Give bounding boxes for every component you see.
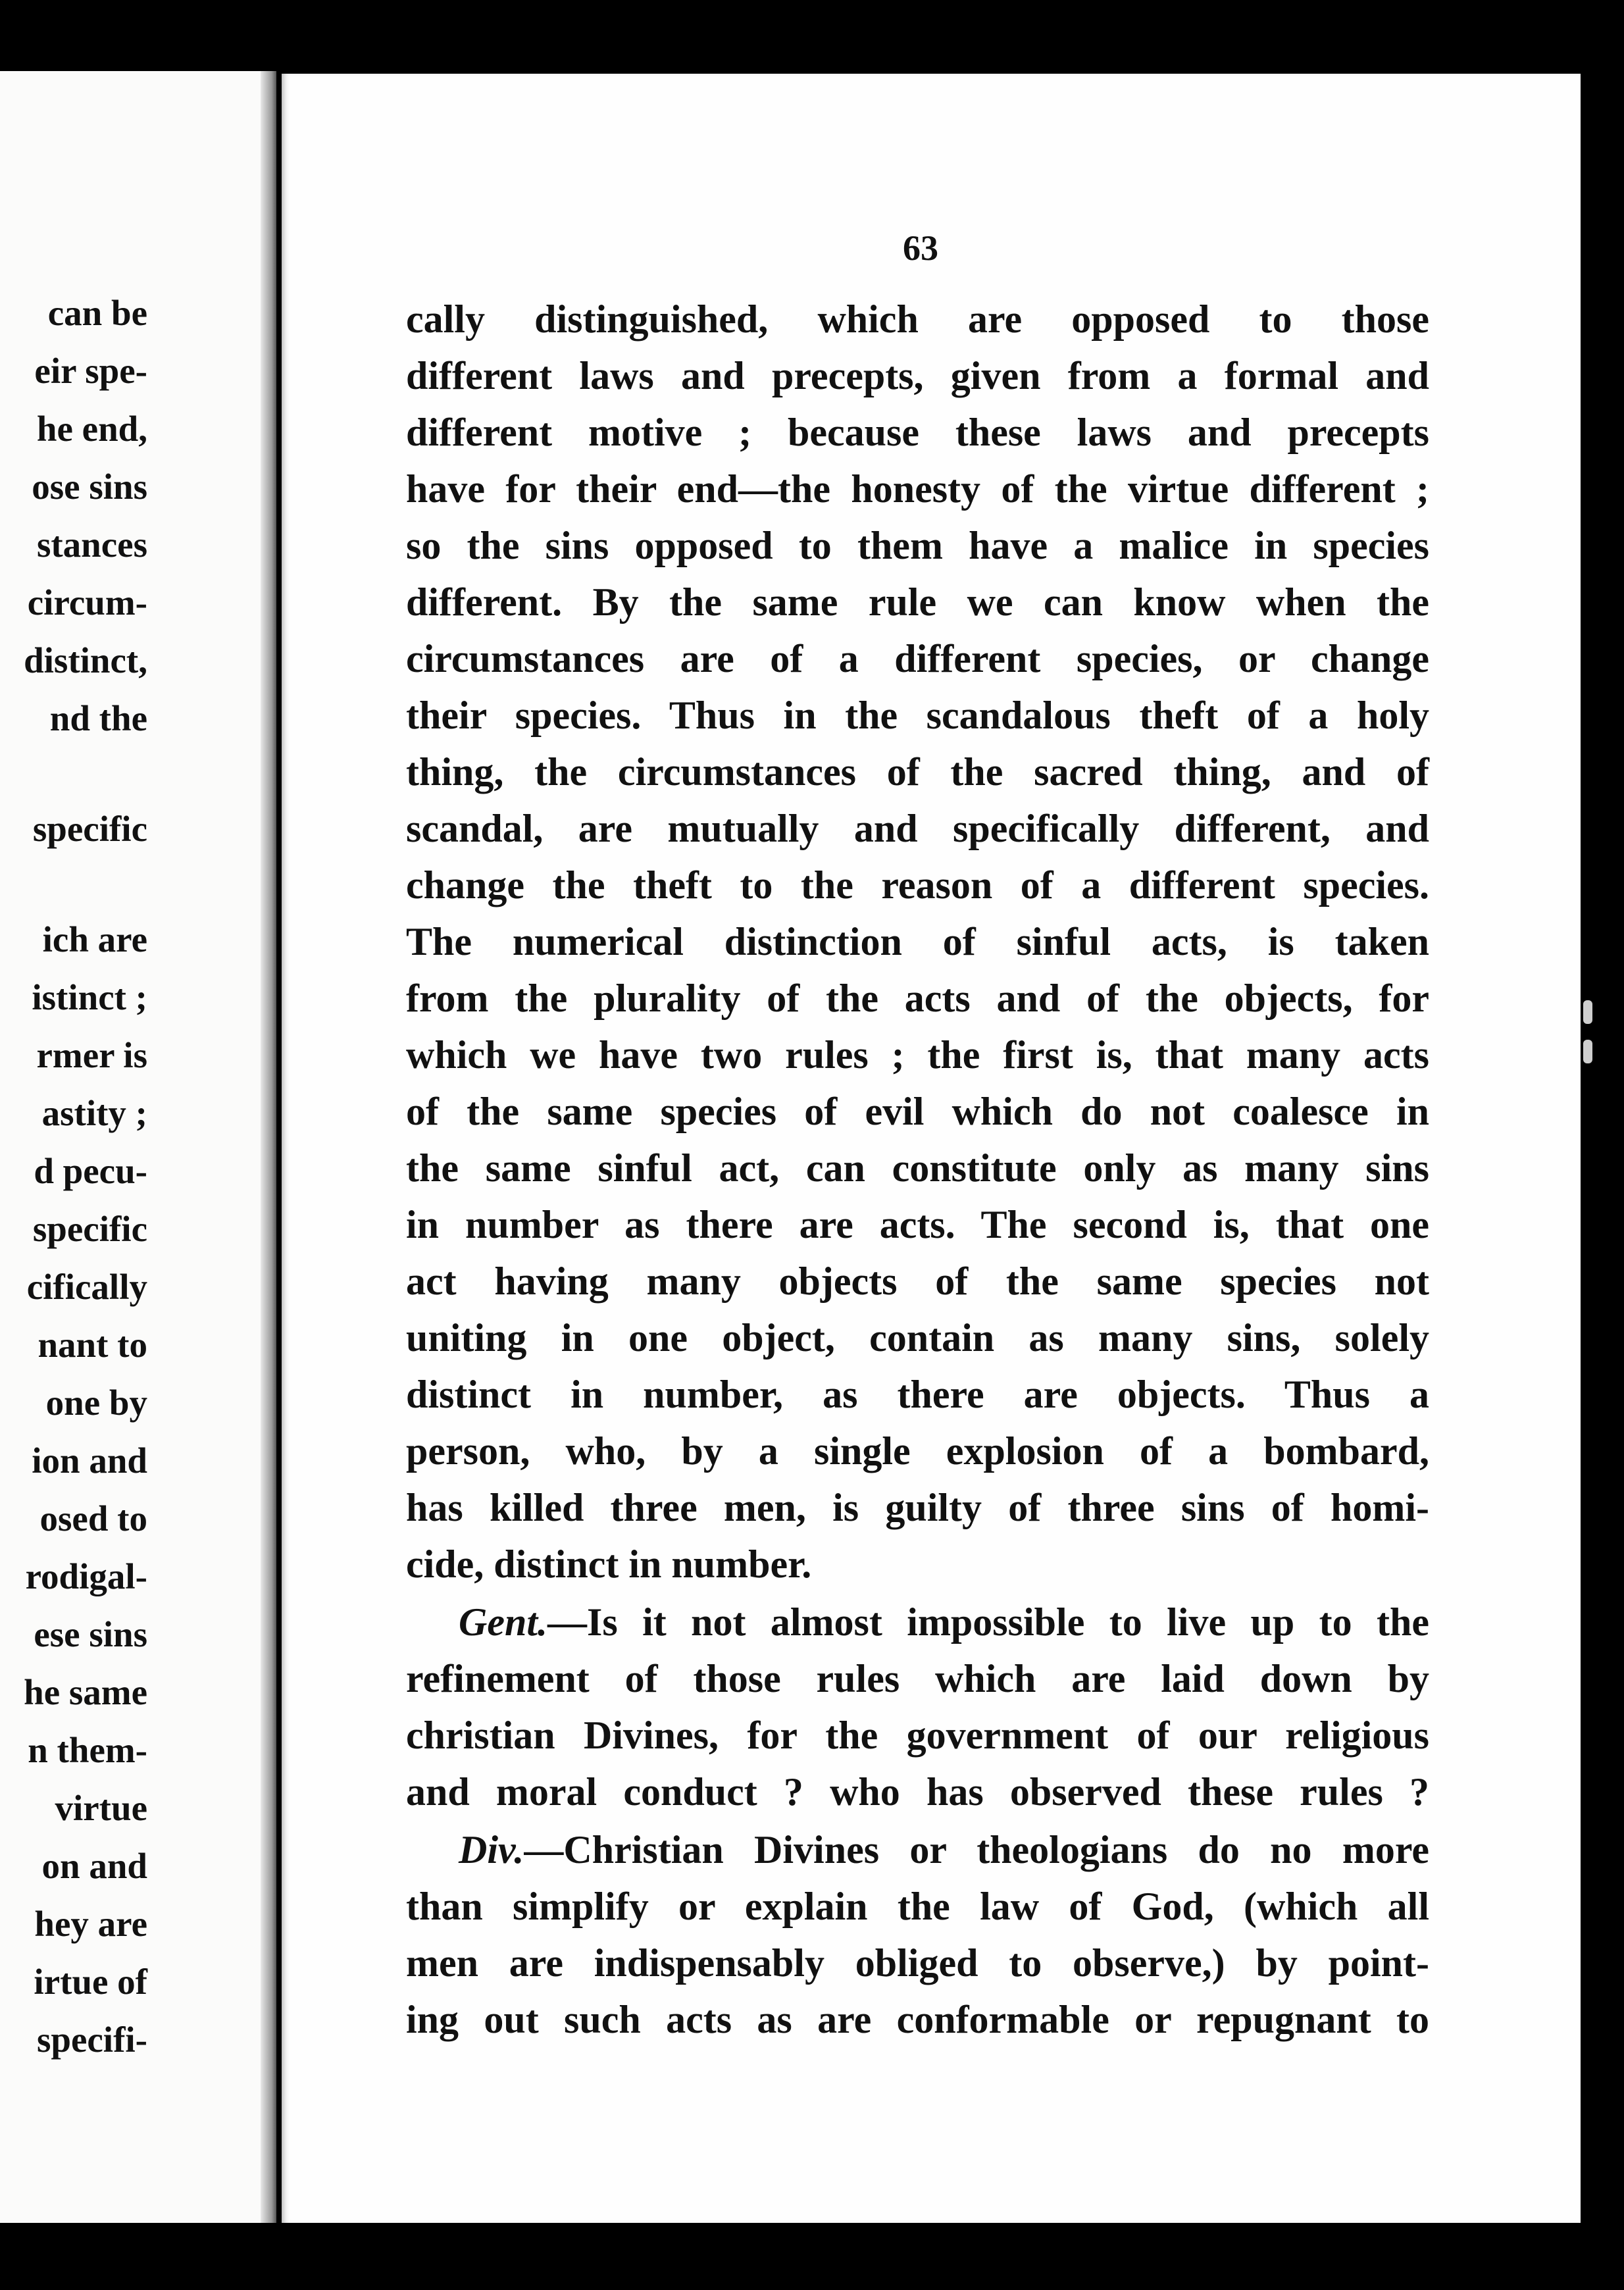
text-line: circumstances are of a different species, or change [406, 637, 1429, 680]
speaker-gent: Gent. [459, 1600, 547, 1644]
previous-page-line: eir spe- [34, 351, 147, 391]
previous-page-text [0, 71, 147, 2223]
page-edge-mark [1583, 1000, 1592, 1024]
book-gutter-shadow [261, 71, 276, 2223]
text-line: different laws and precepts, given from a formal and [406, 354, 1429, 397]
previous-page-line: hey are [34, 1904, 147, 1944]
text-line: cally distinguished, which are opposed to those [406, 297, 1429, 341]
gent-question-text: —Is it not almost impossible to live up to the [547, 1600, 1429, 1644]
text-line: refinement of those rules which are laid down by [406, 1657, 1429, 1700]
text-line: the same sinful act, can constitute only as many sins [406, 1146, 1429, 1190]
text-line: different motive ; because these laws and precepts [406, 411, 1429, 454]
text-line: scandal, are mutually and specifically different, and [406, 807, 1429, 850]
text-line: so the sins opposed to them have a malice in species [406, 524, 1429, 567]
previous-page-line: ose sins [32, 467, 147, 507]
previous-page-line: ion and [32, 1440, 147, 1481]
previous-page-line: nd the [49, 698, 147, 738]
text-line: The numerical distinction of sinful acts, is taken [406, 920, 1429, 963]
previous-page-line: on and [41, 1846, 147, 1886]
previous-page-line: can be [47, 293, 147, 333]
speaker-div: Div. [459, 1828, 524, 1871]
text-line: christian Divines, for the government of our religious [406, 1714, 1429, 1757]
previous-page-line: distinct, [24, 640, 147, 680]
text-line: thing, the circumstances of the sacred thing, and of [406, 750, 1429, 794]
previous-page-line: ese sins [34, 1614, 147, 1654]
text-line: have for their end—the honesty of the virtue different ; [406, 467, 1429, 511]
text-line: from the plurality of the acts and of the objects, for [406, 977, 1429, 1020]
previous-page-line: specific [32, 809, 147, 849]
previous-page-line: astity ; [41, 1093, 147, 1133]
previous-page-line: rodigal- [25, 1556, 147, 1596]
previous-page-line: rmer is [36, 1035, 147, 1075]
previous-page-fragment [0, 71, 276, 2223]
text-line: men are indispensably obliged to observe,) by point- [406, 1941, 1429, 1985]
text-line: cide, distinct in number. [406, 1542, 812, 1586]
previous-page-line: circum- [27, 582, 147, 623]
text-line: act having many objects of the same species not [406, 1260, 1429, 1303]
page-number: 63 [903, 228, 938, 268]
text-line: ing out such acts as are conformable or repugnant to [406, 1998, 1429, 2041]
previous-page-line: irtue of [34, 1962, 147, 2002]
text-line: uniting in one object, contain as many sins, solely [406, 1316, 1429, 1360]
text-line: person, who, by a single explosion of a bombard, [406, 1429, 1429, 1473]
previous-page-line: nant to [38, 1325, 147, 1365]
previous-page-line: he end, [36, 409, 147, 449]
previous-page-line: n them- [28, 1730, 147, 1770]
previous-page-line: istinct ; [32, 977, 147, 1017]
text-line: than simplify or explain the law of God, (which all [406, 1885, 1429, 1928]
previous-page-line: osed to [39, 1498, 147, 1539]
previous-page-line: specific [32, 1209, 147, 1249]
text-line: in number as there are acts. The second is, that one [406, 1203, 1429, 1246]
page-edge-mark [1583, 1040, 1592, 1063]
div-answer-line [459, 1830, 1429, 1870]
gent-question-line [459, 1602, 1429, 1642]
text-line: change the theft to the reason of a different species. [406, 863, 1429, 907]
text-line: which we have two rules ; the first is, that many acts [406, 1033, 1429, 1077]
previous-page-line: one by [45, 1383, 147, 1423]
text-line: distinct in number, as there are objects. Thus a [406, 1373, 1429, 1416]
text-line: has killed three men, is guilty of three sins of homi- [406, 1486, 1429, 1529]
previous-page-line: virtue [55, 1788, 147, 1828]
previous-page-line: specifi- [36, 2020, 147, 2060]
previous-page-line: ich are [42, 919, 147, 959]
text-line: their species. Thus in the scandalous theft of a holy [406, 694, 1429, 737]
previous-page-line: cifically [26, 1267, 147, 1307]
text-line: of the same species of evil which do not coalesce in [406, 1090, 1429, 1133]
div-answer-text: —Christian Divines or theologians do no more [524, 1828, 1429, 1871]
text-line: different. By the same rule we can know when the [406, 580, 1429, 624]
text-line: and moral conduct ? who has observed these rules ? [406, 1770, 1429, 1814]
previous-page-line: stances [36, 524, 147, 565]
previous-page-line: d pecu- [34, 1151, 147, 1191]
previous-page-line: he same [24, 1672, 147, 1712]
